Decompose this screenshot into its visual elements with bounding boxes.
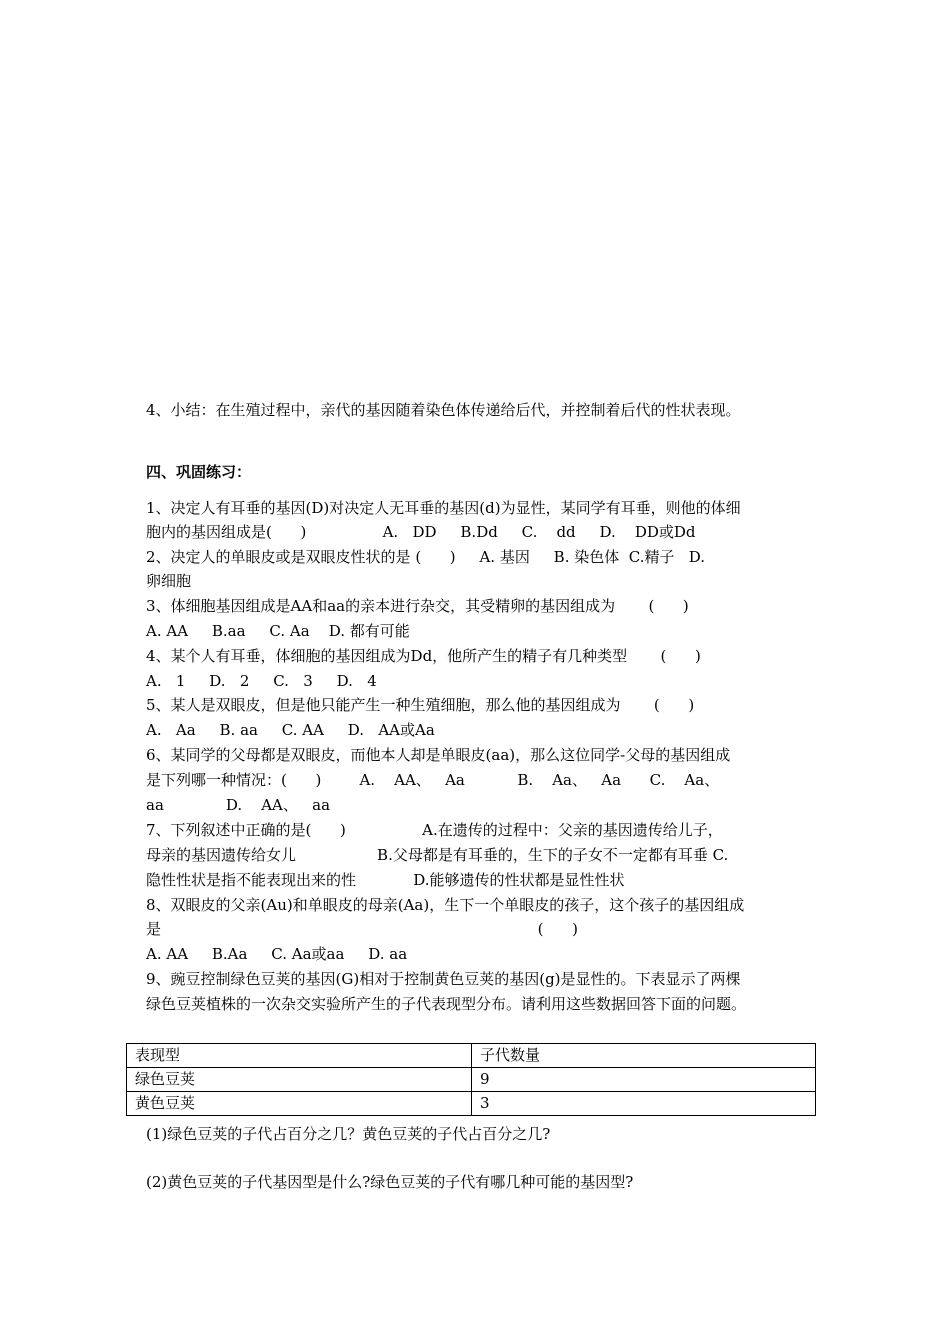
question-line: A. AA B.aa C. Aa D. 都有可能: [146, 622, 410, 640]
question-line: A. Aa B. aa C. AA D. AA或Aa: [146, 721, 435, 739]
table-cell: 黄色豆荚: [127, 1092, 472, 1116]
question-line: 是下列哪一种情况：( ) A. AA、 Aa B. Aa、 Aa C. Aa、: [146, 771, 720, 789]
question-line: 6、某同学的父母都是双眼皮，而他本人却是单眼皮(aa)，那么这位同学-父母的基因组成: [146, 746, 731, 764]
question-line: 9、豌豆控制绿色豆荚的基因(G)相对于控制黄色豆荚的基因(g)是显性的。下表显示了两棵: [146, 970, 741, 988]
question-line: 1、决定人有耳垂的基因(D)对决定人无耳垂的基因(d)为显性，某同学有耳垂，则他的体细: [146, 499, 741, 517]
question-line: 4、某个人有耳垂，体细胞的基因组成为Dd，他所产生的精子有几种类型 ( ): [146, 647, 701, 665]
question-line: 2、决定人的单眼皮或是双眼皮性状的是 ( ) A. 基因 B. 染色体 C.精子 D.: [146, 548, 706, 566]
table-header-cell: 子代数量: [472, 1044, 816, 1068]
question-line: A. 1 D. 2 C. 3 D. 4: [146, 672, 377, 690]
question-line: 5、某人是双眼皮，但是他只能产生一种生殖细胞，那么他的基因组成为 ( ): [146, 696, 695, 714]
question-line: 3、体细胞基因组成是AA和aa的亲本进行杂交，其受精卵的基因组成为 ( ): [146, 597, 689, 615]
question-line: 胞内的基因组成是( ) A. DD B.Dd C. dd D. DD或Dd: [146, 523, 696, 541]
phenotype-table: [126, 1043, 816, 1116]
question-line: aa D. AA、 aa: [146, 796, 331, 814]
section-title: 四、巩固练习：: [146, 463, 252, 481]
question-line: 绿色豆荚植株的一次杂交实验所产生的子代表现型分布。请利用这些数据回答下面的问题。: [146, 995, 747, 1013]
question-line: 母亲的基因遗传给女儿 B.父母都是有耳垂的，生下的子女不一定都有耳垂 C.: [146, 846, 729, 864]
table-cell: 9: [472, 1068, 816, 1092]
table-header-cell: 表现型: [127, 1044, 472, 1068]
sub-question-1: (1)绿色豆荚的子代占百分之几？黄色豆荚的子代占百分之几?: [146, 1125, 551, 1143]
table-row: [127, 1092, 816, 1116]
sub-question-2: (2)黄色豆荚的子代基因型是什么?绿色豆荚的子代有哪几种可能的基因型?: [146, 1173, 634, 1191]
question-line: 隐性性状是指不能表现出来的性 D.能够遗传的性状都是显性性状: [146, 871, 625, 889]
table-row: [127, 1068, 816, 1092]
table-cell: 3: [472, 1092, 816, 1116]
question-line: 卵细胞: [146, 572, 192, 590]
summary-text: 4、小结：在生殖过程中，亲代的基因随着染色体传递给后代，并控制着后代的性状表现。: [146, 401, 741, 419]
question-line: 8、双眼皮的父亲(Au)和单眼皮的母亲(Aa)，生下一个单眼皮的孩子，这个孩子的基因组成: [146, 896, 745, 914]
table-cell: 绿色豆荚: [127, 1068, 472, 1092]
question-line: 是 ( ): [146, 920, 578, 938]
table-header-row: [127, 1044, 816, 1068]
question-line: 7、下列叙述中正确的是( ) A.在遗传的过程中：父亲的基因遗传给儿子，: [146, 821, 723, 839]
question-line: A. AA B.Aa C. Aa或aa D. aa: [146, 945, 408, 963]
